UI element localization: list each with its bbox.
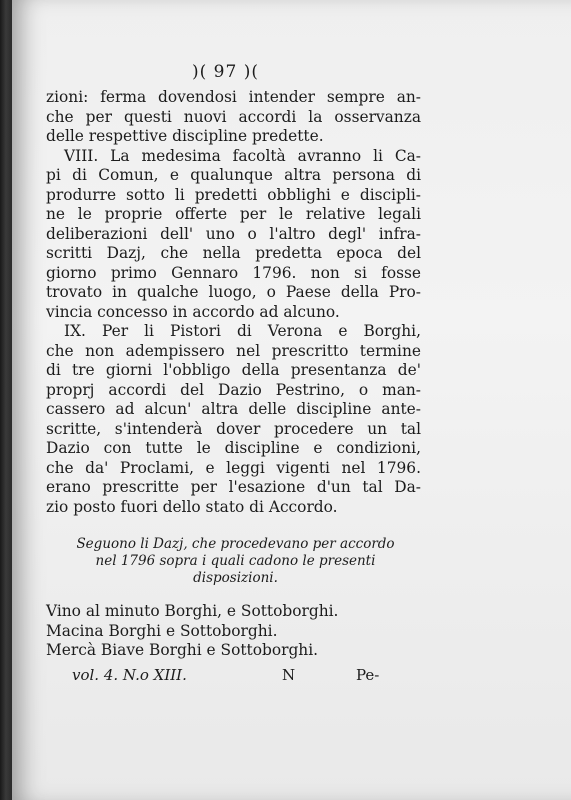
text-line: zio posto fuori dello stato di Accordo. [46,497,338,516]
text-line: proprj accordi del Dazio Pestrino, o man- [46,380,421,399]
catchword: Pe- [356,666,380,684]
text-line: di tre giorni l'obbligo della presentanza de' [46,361,421,379]
text-line: zioni: ferma dovendosi intender sempre an- [46,88,421,106]
heading-line: Seguono li Dazj, che procedevano per accordo [76,536,395,552]
book-page [12,0,571,800]
list-item: Mercà Biave Borghi e Sottoborghi. [46,641,319,659]
text-line: giorno primo Gennaro 1796. non si fosse [46,263,421,282]
text-line: produrre sotto li predetti obblighi e discipli- [46,185,421,204]
volume-number: vol. 4. N.o XIII. [72,666,187,684]
text-line: trovato in qualche luogo, o Paese della Pro- [46,283,421,301]
text-line: ne le proprie offerte per le relative legali [46,205,421,223]
text-line: scritti Dazj, che nella predetta epoca del [46,244,421,262]
text-line: vincia concesso in accordo ad alcuno. [46,302,340,321]
text-line: che per questi nuovi accordi la osservanza [46,107,421,126]
text-line: Dazio con tutte le discipline e condizioni, [46,439,421,457]
list-item: Macina Borghi e Sottoborghi. [46,621,278,640]
page-number: )( 97 )( [192,62,259,82]
text-line: scritte, s'intenderà dover procedere un tal [46,419,421,438]
signature-mark: N [282,666,296,684]
text-line: che non adempissero nel prescritto termine [46,341,421,360]
list-item: Vino al minuto Borghi, e Sottoborghi. [46,602,339,620]
text-line: erano prescritte per l'esazione d'un tal Da- [46,478,421,496]
text-line: deliberazioni dell' uno o l'altro degl' infra- [46,224,421,243]
text-line: IX. Per li Pistori di Verona e Borghi, [64,322,421,340]
dazi-list [46,602,446,661]
heading-line: nel 1796 sopra i quali cadono le presenti [95,553,376,569]
heading-line: disposizioni. [193,570,278,586]
text-line: VIII. La medesima facoltà avranno li Ca- [64,146,421,165]
text-line: delle respettive discipline predette. [46,127,324,145]
text-line: cassero ad alcun' altra delle discipline ante- [46,400,421,418]
body-text [46,88,421,517]
text-line: pi di Comun, e qualunque altra persona di [46,166,421,184]
text-line: che da' Proclami, e leggi vigenti nel 1796. [46,458,421,477]
section-heading [48,536,423,587]
